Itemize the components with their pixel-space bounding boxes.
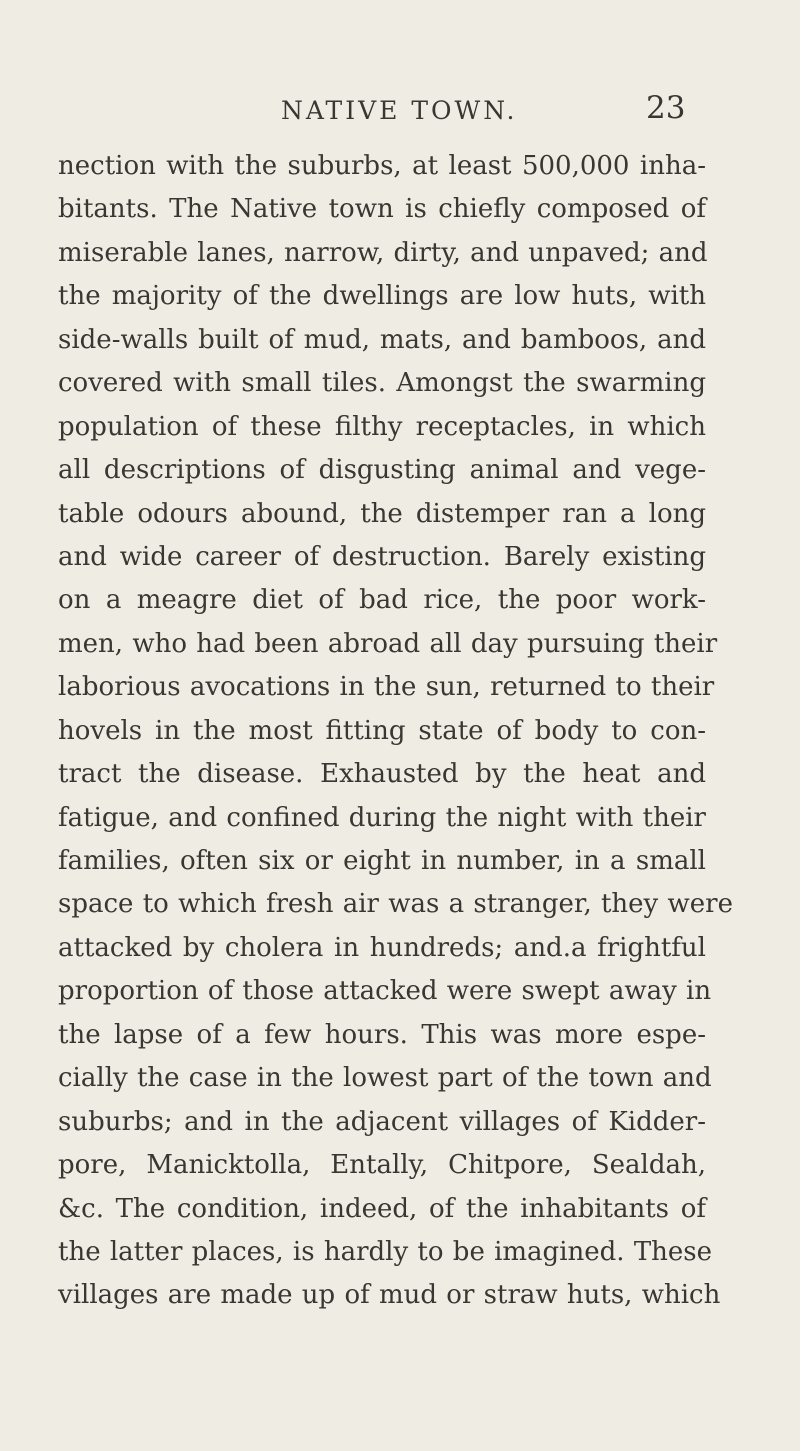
text-line: fatigue, and confined during the night with their [58,802,706,833]
text-line: men, who had been abroad all day pursuing their [58,628,718,659]
text-line: proportion of those attacked were swept away in [58,976,712,1007]
text-line: suburbs; and in the adjacent villages of Kidder- [58,1106,706,1137]
text-line: pore, Manicktolla, Entally, Chitpore, Sealdah, [58,1150,706,1181]
text-line: families, often six or eight in number, in a small [58,846,706,876]
running-title: NATIVE TOWN. [281,96,518,125]
text-line: the latter places, is hardly to be imagined. These [58,1236,713,1267]
text-line: miserable lanes, narrow, dirty, and unpaved; and [58,237,708,268]
text-line: tract the disease. Exhausted by the heat and [58,759,706,790]
text-line: nection with the suburbs, at least 500,000 inha- [58,151,706,181]
body-text [58,145,733,1318]
text-line: cially the case in the lowest part of the town and [58,1063,712,1094]
text-line: hovels in the most fitting state of body to con- [58,715,706,746]
text-line: villages are made up of mud or straw huts, which [58,1280,721,1311]
text-line: space to which fresh air was a stranger, they were [58,889,733,920]
text-line: on a meagre diet of bad rice, the poor work- [58,585,706,616]
text-line: side-walls built of mud, mats, and bamboos, and [58,324,706,355]
text-line: &c. The condition, indeed, of the inhabitants of [58,1193,706,1224]
text-line: the majority of the dwellings are low huts, with [58,281,706,312]
text-line: laborious avocations in the sun, returned to their [58,672,715,703]
running-head [0,90,800,136]
text-line: and wide career of destruction. Barely existing [58,541,706,572]
text-line: the lapse of a few hours. This was more espe- [58,1019,706,1050]
text-line: table odours abound, the distemper ran a long [58,498,706,529]
text-line: all descriptions of disgusting animal and vege- [58,455,706,486]
page-number: 23 [646,90,686,126]
text-line: population of these filthy receptacles, in which [58,411,706,442]
text-line: attacked by cholera in hundreds; and.a frightful [58,932,706,963]
text-line: bitants. The Native town is chiefly composed of [58,194,706,225]
text-line: covered with small tiles. Amongst the swarming [58,368,706,399]
